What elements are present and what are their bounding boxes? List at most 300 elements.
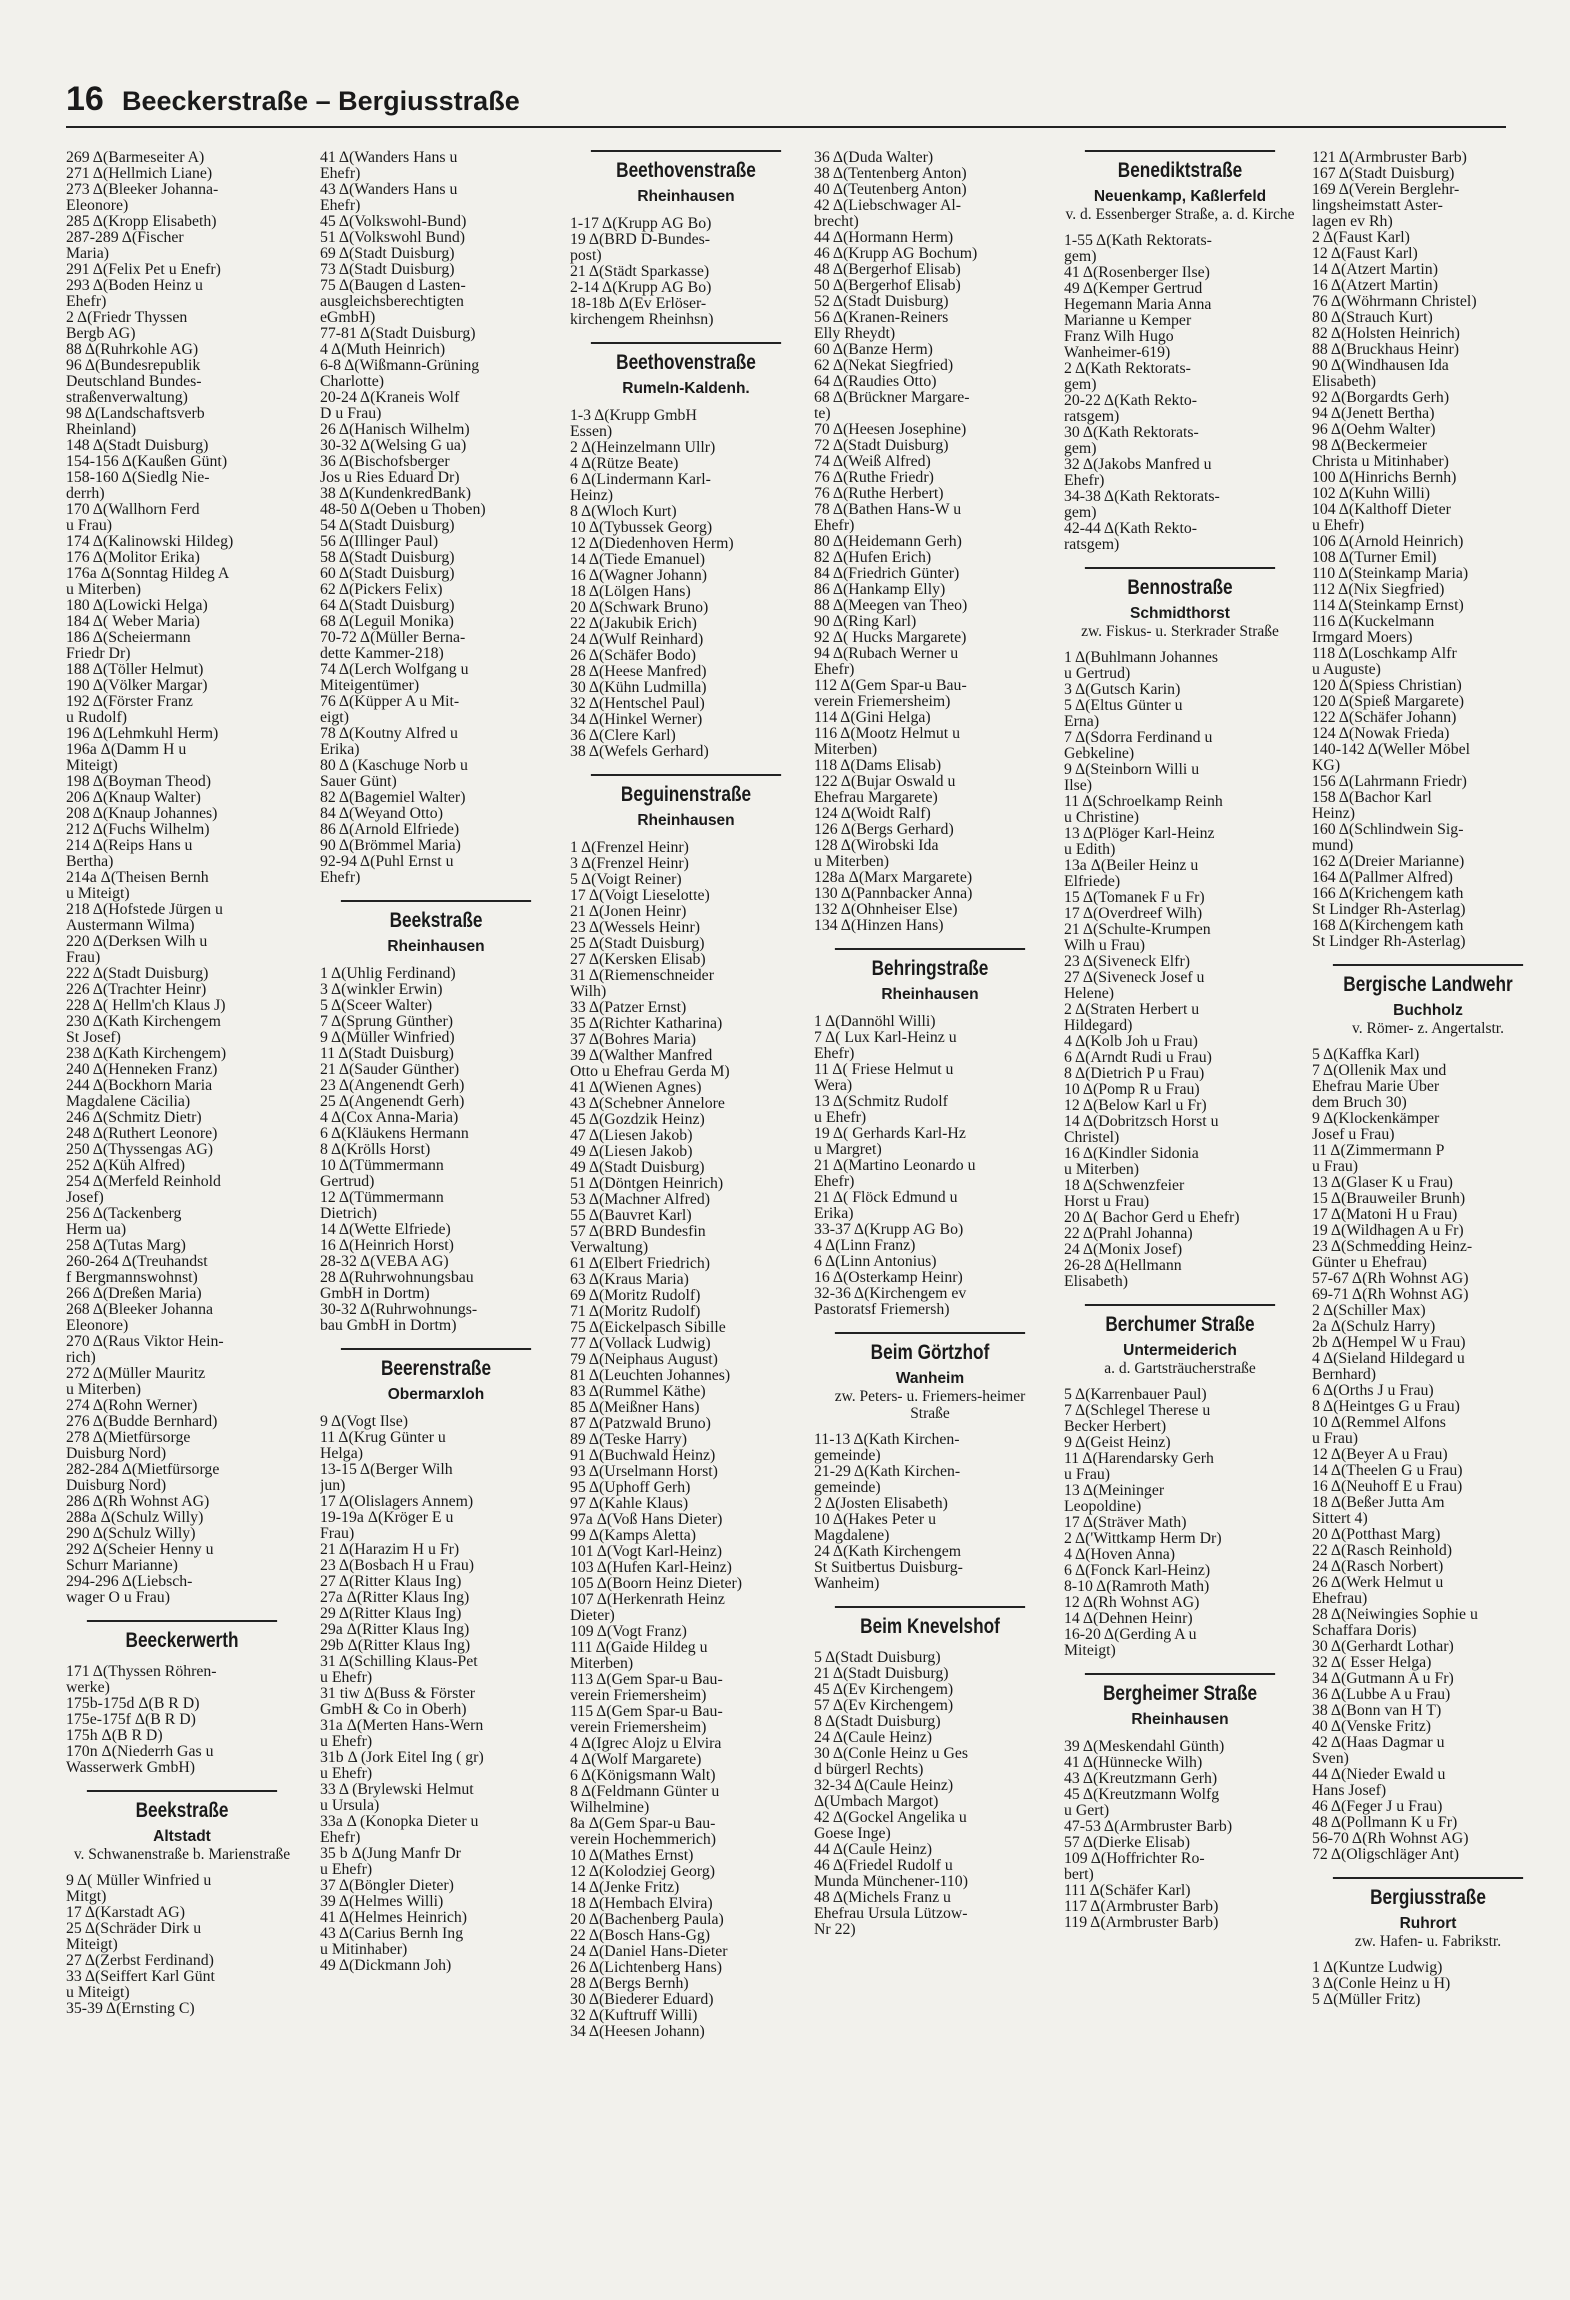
owner-entry-line: 31b Δ (Jork Eitel Ing ( gr) (320, 1750, 484, 1766)
owner-entry-line: 22 Δ(Rasch Reinhold) (1312, 1543, 1453, 1559)
owner-entry-line: Elisabeth) (1312, 374, 1377, 390)
owner-entry-line: 6 Δ(Lindermann Karl- (570, 472, 711, 488)
owner-entry-line: u Auguste) (1312, 662, 1381, 678)
street-district: Rumeln-Kaldenh. (622, 380, 750, 397)
owner-entry-line: 48 Δ(Michels Franz u (814, 1890, 951, 1906)
owner-entry-line: 27 Δ(Siveneck Josef u (1064, 970, 1205, 986)
owner-entry-line: 162 Δ(Dreier Marianne) (1312, 854, 1465, 870)
owner-entry-line: 190 Δ(Völker Margar) (66, 678, 208, 694)
owner-entry-line: 82 Δ(Holsten Heinrich) (1312, 326, 1460, 342)
owner-entry-line: 18 Δ(Schwenzfeier (1064, 1178, 1185, 1194)
owner-entry-line: 27 Δ(Kersken Elisab) (570, 952, 706, 968)
owner-entry-line: 196 Δ(Lehmkuhl Herm) (66, 726, 219, 742)
owner-entry-line: 230 Δ(Kath Kirchengem (66, 1014, 221, 1030)
owner-entry-line: 2b Δ(Hempel W u Frau) (1312, 1335, 1466, 1351)
owner-entry-line: 13 Δ(Meininger (1064, 1483, 1165, 1499)
owner-entry-line: Franz Wilh Hugo (1064, 329, 1174, 345)
owner-entry-line: 91 Δ(Buchwald Heinz) (570, 1448, 716, 1464)
owner-entry-line: 248 Δ(Ruthert Leonore) (66, 1126, 218, 1142)
owner-entry-line: 27a Δ(Ritter Klaus Ing) (320, 1590, 470, 1606)
owner-entry-line: 6 Δ(Linn Antonius) (814, 1254, 937, 1270)
owner-entry-line: 260-264 Δ(Treuhandst (66, 1254, 208, 1270)
owner-entry-line: Magdalene Cäcilia) (66, 1094, 191, 1110)
owner-entry-line: 76 Δ(Ruthe Friedr) (814, 470, 934, 486)
owner-entry-line: 3 Δ(winkler Erwin) (320, 982, 443, 998)
owner-entry-line: 68 Δ(Brückner Margare- (814, 390, 970, 406)
owner-entry-line: 30 Δ(Kath Rektorats- (1064, 425, 1199, 441)
owner-entry-line: 8 Δ(Krölls Horst) (320, 1142, 431, 1158)
owner-entry-line: 21 Δ(Schulte-Krumpen (1064, 922, 1211, 938)
owner-entry-line: Jos u Ries Eduard Dr) (320, 470, 460, 486)
owner-entry-line: 90 Δ(Brömmel Maria) (320, 838, 461, 854)
owner-entry-line: 30 Δ(Biederer Eduard) (570, 1992, 714, 2008)
street-district: Rheinhausen (1131, 1711, 1229, 1728)
street-name: Beeckerwerth (87, 1620, 277, 1654)
owner-entry-line: 36 Δ(Lubbe A u Frau) (1312, 1687, 1451, 1703)
owner-entry-line: 12 Δ(Diedenhoven Herm) (570, 536, 734, 552)
owner-entry-line: 28 Δ(Heese Manfred) (570, 664, 707, 680)
owner-entry-line: Dieter) (570, 1608, 615, 1624)
owner-entry-line: 10 Δ(Tybussek Georg) (570, 520, 713, 536)
owner-entry-line: dem Bruch 30) (1312, 1095, 1407, 1111)
street-name: Beim Görtzhof (835, 1332, 1025, 1366)
owner-entry-line: 5 Δ(Voigt Reiner) (570, 872, 682, 888)
owner-entry-line: Schurr Marianne) (66, 1558, 178, 1574)
owner-entry-line: 174 Δ(Kalinowski Hildeg) (66, 534, 234, 550)
street-description: v. Schwanenstraße b. Marienstraße (73, 1846, 291, 1863)
owner-entry-line: 10 Δ(Tümmermann (320, 1158, 444, 1174)
owner-entry-line: 58 Δ(Stadt Duisburg) (320, 550, 455, 566)
street-description: zw. Fiskus- u. Sterkrader Straße (1081, 623, 1279, 640)
owner-entry-line: 64 Δ(Stadt Duisburg) (320, 598, 455, 614)
owner-entry-line: 206 Δ(Knaup Walter) (66, 790, 201, 806)
owner-entry-line: Nr 22) (814, 1922, 856, 1938)
owner-entry-line: 43 Δ(Schebner Annelore (570, 1096, 725, 1112)
owner-entry-line: 23 Δ(Bosbach H u Frau) (320, 1558, 475, 1574)
owner-entry-line: 82 Δ(Bagemiel Walter) (320, 790, 466, 806)
street-name: Berchumer Straße (1085, 1304, 1275, 1338)
owner-entry-line: 119 Δ(Armbruster Barb) (1064, 1915, 1219, 1931)
owner-entry-line: 111 Δ(Schäfer Karl) (1064, 1883, 1191, 1899)
owner-entry-line: Munda Münchener-110) (814, 1874, 968, 1890)
owner-entry-line: u Frau) (1312, 1159, 1359, 1175)
owner-entry-line: KG) (1312, 758, 1341, 774)
owner-entry-line: 93 Δ(Urselmann Horst) (570, 1464, 718, 1480)
owner-entry-line: 114 Δ(Gini Helga) (814, 710, 931, 726)
street-district: Rheinhausen (637, 812, 735, 829)
owner-entry-line: 12 Δ(Kolodziej Georg) (570, 1864, 715, 1880)
owner-entry-line: 3 Δ(Frenzel Heinr) (570, 856, 689, 872)
owner-entry-line: 87 Δ(Patzwald Bruno) (570, 1416, 711, 1432)
owner-entry-line: 24 Δ(Caule Heinz) (814, 1730, 933, 1746)
owner-entry-line: 41 Δ(Hünnecke Wilh) (1064, 1755, 1203, 1771)
owner-entry-line: 214a Δ(Theisen Bernh (66, 870, 209, 886)
owner-entry-line: 11 Δ(Harendarsky Gerh (1064, 1451, 1214, 1467)
street-section-header (1064, 150, 1296, 223)
owner-entry-line: 103 Δ(Hufen Karl-Heinz) (570, 1560, 732, 1576)
owner-entry-line: 7 Δ(Sdorra Ferdinand u (1064, 730, 1213, 746)
owner-entry-line: 20 Δ(Bachenberg Paula) (570, 1912, 724, 1928)
owner-entry-line: 95 Δ(Uphoff Gerh) (570, 1480, 691, 1496)
owner-entry-line: 9 Δ( Müller Winfried u (66, 1873, 212, 1889)
owner-entry-line: 5 Δ(Sceer Walter) (320, 998, 433, 1014)
page-header (66, 74, 1506, 128)
owner-entry-line: 116 Δ(Mootz Helmut u (814, 726, 961, 742)
owner-entry-line: 43 Δ(Wanders Hans u (320, 182, 458, 198)
owner-entry-line: 16 Δ(Heinrich Horst) (320, 1238, 454, 1254)
owner-entry-line: 90 Δ(Windhausen Ida (1312, 358, 1449, 374)
owner-entry-line: 81 Δ(Leuchten Johannes) (570, 1368, 731, 1384)
owner-entry-line: Austermann Wilma) (66, 918, 195, 934)
owner-entry-line: Josef) (66, 1190, 104, 1206)
owner-entry-line: 10 Δ(Pomp R u Frau) (1064, 1082, 1200, 1098)
street-section-header (1064, 1673, 1296, 1729)
owner-entry-line: 107 Δ(Herkenrath Heinz (570, 1592, 725, 1608)
owner-entry-line: 115 Δ(Gem Spar-u Bau- (570, 1704, 723, 1720)
owner-entry-line: St Lindger Rh-Asterlag) (1312, 934, 1466, 950)
owner-entry-line: 24 Δ(Daniel Hans-Dieter (570, 1944, 728, 1960)
owner-entry-line: 1-17 Δ(Krupp AG Bo) (570, 216, 712, 232)
owner-entry-line: 27 Δ(Ritter Klaus Ing) (320, 1574, 462, 1590)
street-name: Beim Knevelshof (835, 1606, 1025, 1640)
owner-entry-line: 46 Δ(Krupp AG Bochum) (814, 246, 978, 262)
owner-entry-line: 5 Δ(Karrenbauer Paul) (1064, 1387, 1207, 1403)
owner-entry-line: 53 Δ(Machner Alfred) (570, 1192, 710, 1208)
owner-entry-line: Bergb AG) (66, 326, 136, 342)
owner-entry-line: gem) (1064, 377, 1097, 393)
owner-entry-line: 12 Δ(Tümmermann (320, 1190, 444, 1206)
owner-entry-line: 278 Δ(Mietfürsorge (66, 1430, 191, 1446)
owner-entry-line: 39 Δ(Walther Manfred (570, 1048, 713, 1064)
owner-entry-line: ratsgem) (1064, 409, 1120, 425)
owner-entry-line: u Margret) (814, 1142, 882, 1158)
column-3 (570, 150, 802, 2270)
owner-entry-line: 16 Δ(Wagner Johann) (570, 568, 707, 584)
street-district: Rheinhausen (881, 986, 979, 1003)
owner-entry-line: 5 Δ(Stadt Duisburg) (814, 1650, 941, 1666)
owner-entry-line: 51 Δ(Döntgen Heinrich) (570, 1176, 724, 1192)
owner-entry-line: 32 Δ( Esser Helga) (1312, 1655, 1432, 1671)
owner-entry-line: 180 Δ(Lowicki Helga) (66, 598, 208, 614)
owner-entry-line: 291 Δ(Felix Pet u Enefr) (66, 262, 221, 278)
owner-entry-line: 246 Δ(Schmitz Dietr) (66, 1110, 202, 1126)
owner-entry-line: f Bergmannswohnst) (66, 1270, 198, 1286)
owner-entry-line: Heinz) (1312, 806, 1355, 822)
owner-entry-line: 176a Δ(Sonntag Hildeg A (66, 566, 230, 582)
owner-entry-line: 8-10 Δ(Ramroth Math) (1064, 1579, 1210, 1595)
owner-entry-line: Erna) (1064, 714, 1100, 730)
owner-entry-line: 6 Δ(Orths J u Frau) (1312, 1383, 1434, 1399)
owner-entry-line: u Christine) (1064, 810, 1140, 826)
owner-entry-line: 41 Δ(Rosenberger Ilse) (1064, 265, 1210, 281)
street-name: Bergiusstraße (1333, 1877, 1523, 1911)
owner-entry-line: verein Friemersheim) (814, 694, 951, 710)
owner-entry-line: lagen ev Rh) (1312, 214, 1393, 230)
owner-entry-line: 20-24 Δ(Kraneis Wolf (320, 390, 460, 406)
owner-entry-line: 21 Δ(Sauder Günther) (320, 1062, 460, 1078)
owner-entry-line: Christa u Mitinhaber) (1312, 454, 1449, 470)
owner-entry-line: 12 Δ(Beyer A u Frau) (1312, 1447, 1448, 1463)
owner-entry-line: 121 Δ(Armbruster Barb) (1312, 150, 1467, 166)
owner-entry-line: 34-38 Δ(Kath Rektorats- (1064, 489, 1220, 505)
owner-entry-line: 23 Δ(Angenendt Gerh) (320, 1078, 465, 1094)
owner-entry-line: Hans Josef) (1312, 1783, 1387, 1799)
owner-entry-line: 88 Δ(Ruhrkohle AG) (66, 342, 199, 358)
street-name: Beguinenstraße (591, 774, 781, 808)
owner-entry-line: dette Kammer-218) (320, 646, 444, 662)
owner-entry-line: 268 Δ(Bleeker Johanna (66, 1302, 214, 1318)
owner-entry-line: 19 Δ(BRD D-Bundes- (570, 232, 711, 248)
owner-entry-line: Eleonore) (66, 198, 129, 214)
owner-entry-line: 222 Δ(Stadt Duisburg) (66, 966, 209, 982)
owner-entry-line: Hegemann Maria Anna (1064, 297, 1212, 313)
owner-entry-line: 89 Δ(Teske Harry) (570, 1432, 687, 1448)
owner-entry-line: 5 Δ(Kaffka Karl) (1312, 1047, 1420, 1063)
owner-entry-line: 30-32 Δ(Welsing G ua) (320, 438, 467, 454)
owner-entry-line: 26 Δ(Werk Helmut u (1312, 1575, 1444, 1591)
owner-entry-line: Dietrich) (320, 1206, 378, 1222)
owner-entry-line: 2 Δ(Friedr Thyssen (66, 310, 188, 326)
owner-entry-line: u Ehefr) (814, 1110, 867, 1126)
street-description: zw. Peters- u. Friemers-heimer Straße (834, 1388, 1026, 1422)
owner-entry-line: 56 Δ(Kranen-Reiners (814, 310, 949, 326)
owner-entry-line: 4 Δ(Sieland Hildegard u (1312, 1351, 1465, 1367)
owner-entry-line: 36 Δ(Duda Walter) (814, 150, 934, 166)
street-name: Bennostraße (1085, 567, 1275, 601)
owner-entry-line: 4 Δ(Cox Anna-Maria) (320, 1110, 459, 1126)
owner-entry-line: 29b Δ(Ritter Klaus Ing) (320, 1638, 471, 1654)
owner-entry-line: 226 Δ(Trachter Heinr) (66, 982, 207, 998)
owner-entry-line: 208 Δ(Knaup Johannes) (66, 806, 218, 822)
column-2 (320, 150, 552, 2270)
owner-entry-line: 4 Δ(Muth Heinrich) (320, 342, 446, 358)
owner-entry-line: Helene) (1064, 986, 1114, 1002)
owner-entry-line: 29a Δ(Ritter Klaus Ing) (320, 1622, 470, 1638)
street-section-header (814, 948, 1046, 1004)
owner-entry-line: 1 Δ(Dannöhl Willi) (814, 1014, 936, 1030)
owner-entry-line: 6 Δ(Fonck Karl-Heinz) (1064, 1563, 1211, 1579)
owner-entry-line: eigt) (320, 710, 349, 726)
street-district: Neuenkamp, Kaßlerfeld (1093, 188, 1267, 205)
street-name: Beethovenstraße (591, 150, 781, 184)
owner-entry-line: 9 Δ(Vogt Ilse) (320, 1414, 408, 1430)
owner-entry-line: 158-160 Δ(Siedlg Nie- (66, 470, 210, 486)
owner-entry-line: 43 Δ(Kreutzmann Gerh) (1064, 1771, 1218, 1787)
owner-entry-line: u Ehefr) (320, 1670, 373, 1686)
owner-entry-line: Maria) (66, 246, 109, 262)
owner-entry-line: 32 Δ(Jakobs Manfred u (1064, 457, 1212, 473)
owner-entry-line: 288a Δ(Schulz Willy) (66, 1510, 204, 1526)
owner-entry-line: 24 Δ(Wulf Reinhard) (570, 632, 704, 648)
owner-entry-line: Magdalene) (814, 1528, 890, 1544)
owner-entry-line: 176 Δ(Molitor Erika) (66, 550, 200, 566)
owner-entry-line: verein Friemersheim) (570, 1688, 707, 1704)
owner-entry-line: 25 Δ(Schräder Dirk u (66, 1921, 202, 1937)
owner-entry-line: 45 Δ(Gozdzik Heinz) (570, 1112, 705, 1128)
owner-entry-line: Ehefrau) (1312, 1591, 1368, 1607)
owner-entry-line: 102 Δ(Kuhn Willi) (1312, 486, 1431, 502)
owner-entry-line: Essen) (570, 424, 613, 440)
owner-entry-line: 31 Δ(Riemenschneider (570, 968, 714, 984)
owner-entry-line: 118 Δ(Loschkamp Alfr (1312, 646, 1457, 662)
owner-entry-line: 6 Δ(Königsmann Walt) (570, 1768, 716, 1784)
owner-entry-line: 38 Δ(Tentenberg Anton) (814, 166, 967, 182)
street-section-header (814, 1606, 1046, 1640)
owner-entry-line: derrh) (66, 486, 105, 502)
owner-entry-line: Ehefr) (814, 518, 855, 534)
owner-entry-line: 43 Δ(Carius Bernh Ing (320, 1926, 464, 1942)
owner-entry-line: Pastoratsf Friemersh) (814, 1302, 950, 1318)
owner-entry-line: Eleonore) (66, 1318, 129, 1334)
owner-entry-line: 32 Δ(Hentschel Paul) (570, 696, 705, 712)
owner-entry-line: 96 Δ(Oehm Walter) (1312, 422, 1436, 438)
owner-entry-line: 44 Δ(Caule Heinz) (814, 1842, 933, 1858)
owner-entry-line: 19-19a Δ(Kröger E u (320, 1510, 454, 1526)
owner-entry-line: Wasserwerk GmbH) (66, 1760, 196, 1776)
owner-entry-line: 4 Δ(Rütze Beate) (570, 456, 679, 472)
owner-entry-line: 71 Δ(Moritz Rudolf) (570, 1304, 701, 1320)
owner-entry-line: ausgleichsberechtigten (320, 294, 464, 310)
street-section-header (66, 1790, 298, 1863)
owner-entry-line: 77 Δ(Vollack Ludwig) (570, 1336, 711, 1352)
street-section-header (1064, 1304, 1296, 1377)
owner-entry-line: 2 Δ('Wittkamp Herm Dr) (1064, 1531, 1222, 1547)
owner-entry-line: 79 Δ(Neiphaus August) (570, 1352, 718, 1368)
owner-entry-line: 47 Δ(Liesen Jakob) (570, 1128, 693, 1144)
owner-entry-line: 39 Δ(Helmes Willi) (320, 1894, 444, 1910)
owner-entry-line: 286 Δ(Rh Wohnst AG) (66, 1494, 210, 1510)
owner-entry-line: 28-32 Δ(VEBA AG) (320, 1254, 449, 1270)
owner-entry-line: u Miterben) (66, 1382, 142, 1398)
owner-entry-line: Sauer Günt) (320, 774, 397, 790)
owner-entry-line: Ehefrau Marie Über (1312, 1079, 1440, 1095)
street-district: Altstadt (153, 1828, 211, 1845)
owner-entry-line: 2 Δ(Heinzelmann Ullr) (570, 440, 716, 456)
street-description: v. d. Essenberger Straße, a. d. Kirche (1065, 206, 1295, 223)
owner-entry-line: 214 Δ(Reips Hans u (66, 838, 193, 854)
owner-entry-line: Ehefr) (814, 1046, 855, 1062)
owner-entry-line: 69-71 Δ(Rh Wohnst AG) (1312, 1287, 1469, 1303)
owner-entry-line: 18-18b Δ(Ev Erlöser- (570, 296, 707, 312)
street-name: Beethovenstraße (591, 342, 781, 376)
owner-entry-line: 14 Δ(Atzert Martin) (1312, 262, 1438, 278)
owner-entry-line: u Frau) (1312, 1431, 1359, 1447)
owner-entry-line: Helga) (320, 1446, 363, 1462)
owner-entry-line: Ehefr) (320, 198, 361, 214)
owner-entry-line: 60 Δ(Stadt Duisburg) (320, 566, 455, 582)
owner-entry-line: 171 Δ(Thyssen Röhren- (66, 1664, 217, 1680)
owner-entry-line: 29 Δ(Ritter Klaus Ing) (320, 1606, 462, 1622)
owner-entry-line: 57 Δ(Dierke Elisab) (1064, 1835, 1190, 1851)
street-name: Beekstraße (341, 900, 531, 934)
owner-entry-line: 122 Δ(Schäfer Johann) (1312, 710, 1457, 726)
owner-entry-line: lingsheimstatt Aster- (1312, 198, 1443, 214)
owner-entry-line: 14 Δ(Tiede Emanuel) (570, 552, 706, 568)
owner-entry-line: 48 Δ(Pollmann K u Fr) (1312, 1815, 1458, 1831)
owner-entry-line: 240 Δ(Henneken Franz) (66, 1062, 218, 1078)
street-district: Ruhrort (1399, 1915, 1457, 1932)
street-section-header (570, 774, 802, 830)
owner-entry-line: 21 Δ(Städt Sparkasse) (570, 264, 710, 280)
owner-entry-line: 64 Δ(Raudies Otto) (814, 374, 937, 390)
owner-entry-line: 12 Δ(Below Karl u Fr) (1064, 1098, 1207, 1114)
owner-entry-line: 45 Δ(Volkswohl-Bund) (320, 214, 467, 230)
owner-entry-line: 7 Δ(Ollenik Max und (1312, 1063, 1447, 1079)
owner-entry-line: 158 Δ(Bachor Karl (1312, 790, 1432, 806)
street-name: Beerenstraße (341, 1348, 531, 1382)
owner-entry-line: 269 Δ(Barmeseiter A) (66, 150, 205, 166)
owner-entry-line: 23 Δ(Siveneck Elfr) (1064, 954, 1190, 970)
owner-entry-line: 75 Δ(Eickelpasch Sibille (570, 1320, 726, 1336)
owner-entry-line: Otto u Ehefrau Gerda M) (570, 1064, 730, 1080)
owner-entry-line: gem) (1064, 505, 1097, 521)
owner-entry-line: 33-37 Δ(Krupp AG Bo) (814, 1222, 964, 1238)
owner-entry-line: 96 Δ(Bundesrepublik (66, 358, 201, 374)
owner-entry-line: 85 Δ(Meißner Hans) (570, 1400, 700, 1416)
owner-entry-line: 69 Δ(Moritz Rudolf) (570, 1288, 701, 1304)
owner-entry-line: straßenverwaltung) (66, 390, 188, 406)
owner-entry-line: 13 Δ(Plöger Karl-Heinz (1064, 826, 1215, 842)
owner-entry-line: 30-32 Δ(Ruhrwohnungs- (320, 1302, 478, 1318)
owner-entry-line: u Rudolf) (66, 710, 127, 726)
owner-entry-line: 130 Δ(Pannbacker Anna) (814, 886, 973, 902)
owner-entry-line: 9 Δ(Müller Winfried) (320, 1030, 455, 1046)
owner-entry-line: 8 Δ(Stadt Duisburg) (814, 1714, 941, 1730)
owner-entry-line: 13 Δ(Glaser K u Frau) (1312, 1175, 1453, 1191)
owner-entry-line: u Gertrud) (1064, 666, 1131, 682)
owner-entry-line: 113 Δ(Gem Spar-u Bau- (570, 1672, 723, 1688)
owner-entry-line: 18 Δ(Lölgen Hans) (570, 584, 691, 600)
owner-entry-line: Mitgt) (66, 1889, 107, 1905)
owner-entry-line: 16 Δ(Neuhoff E u Frau) (1312, 1479, 1463, 1495)
owner-entry-line: 293 Δ(Boden Heinz u (66, 278, 203, 294)
owner-entry-line: Wanheim) (814, 1576, 880, 1592)
owner-entry-line: 28 Δ(Bergs Bernh) (570, 1976, 689, 1992)
street-district: Untermeiderich (1123, 1342, 1237, 1359)
owner-entry-line: Ilse) (1064, 778, 1093, 794)
owner-entry-line: Charlotte) (320, 374, 385, 390)
owner-entry-line: 9 Δ(Steinborn Willi u (1064, 762, 1200, 778)
owner-entry-line: 16-20 Δ(Gerding A u (1064, 1627, 1197, 1643)
owner-entry-line: 11 Δ(Schroelkamp Reinh (1064, 794, 1223, 810)
owner-entry-line: Ehefr) (66, 294, 107, 310)
owner-entry-line: 21 Δ(Jonen Heinr) (570, 904, 687, 920)
owner-entry-line: 186 Δ(Scheiermann (66, 630, 191, 646)
owner-entry-line: 35 b Δ(Jung Manfr Dr (320, 1846, 461, 1862)
owner-entry-line: 9 Δ(Klockenkämper (1312, 1111, 1440, 1127)
owner-entry-line: 26 Δ(Hanisch Wilhelm) (320, 422, 470, 438)
owner-entry-line: 4 Δ(Kolb Joh u Frau) (1064, 1034, 1198, 1050)
owner-entry-line: post) (570, 248, 602, 264)
owner-entry-line: 175h Δ(B R D) (66, 1728, 163, 1744)
owner-entry-line: 244 Δ(Bockhorn Maria (66, 1078, 213, 1094)
owner-entry-line: 1-3 Δ(Krupp GmbH (570, 408, 697, 424)
owner-entry-line: 48 Δ(Bergerhof Elisab) (814, 262, 961, 278)
owner-entry-line: 32 Δ(Kuftruff Willi) (570, 2008, 698, 2024)
owner-entry-line: 35 Δ(Richter Katharina) (570, 1016, 723, 1032)
owner-entry-line: 54 Δ(Stadt Duisburg) (320, 518, 455, 534)
owner-entry-line: 15 Δ(Tomanek F u Fr) (1064, 890, 1205, 906)
owner-entry-line: 32-36 Δ(Kirchengem ev (814, 1286, 967, 1302)
owner-entry-line: Hildegard) (1064, 1018, 1133, 1034)
owner-entry-line: Frau) (320, 1526, 355, 1542)
owner-entry-line: 88 Δ(Bruckhaus Heinr) (1312, 342, 1460, 358)
owner-entry-line: 32-34 Δ(Caule Heinz) (814, 1778, 954, 1794)
owner-entry-line: 94 Δ(Jenett Bertha) (1312, 406, 1435, 422)
street-description: a. d. Gartsträucherstraße (1104, 1360, 1256, 1377)
owner-entry-line: 8a Δ(Gem Spar-u Bau- (570, 1816, 716, 1832)
owner-entry-line: Leopoldine) (1064, 1499, 1142, 1515)
